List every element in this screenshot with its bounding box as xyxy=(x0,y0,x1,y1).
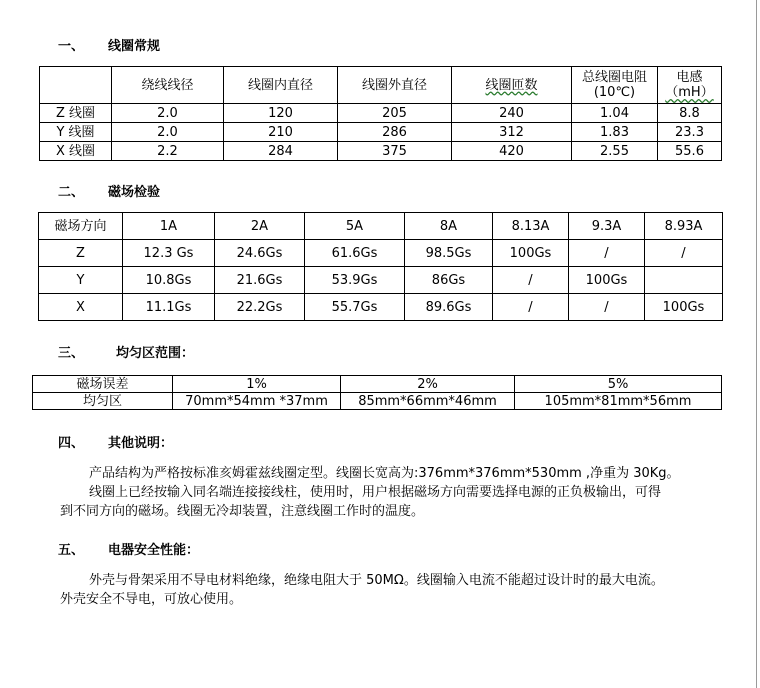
table-cell: 312 xyxy=(452,123,572,142)
table-cell: 61.6Gs xyxy=(305,240,405,267)
table-cell: Z xyxy=(39,240,123,267)
field-table-header xyxy=(39,213,723,240)
notes-line-2: 线圈上已经按输入同名端连接接线柱，使用时，用户根据磁场方向需要选择电源的正负极输出，可得 xyxy=(89,485,662,500)
table-header-cell: 5A xyxy=(305,213,405,240)
table-cell: 105mm*81mm*56mm xyxy=(515,393,722,410)
table-cell: 120 xyxy=(224,104,338,123)
table-cell: 21.6Gs xyxy=(215,267,305,294)
table-cell: / xyxy=(645,240,723,267)
table-cell: 53.9Gs xyxy=(305,267,405,294)
table-cell: 8.8 xyxy=(658,104,722,123)
table-row xyxy=(39,267,723,294)
table-header-cell: 2% xyxy=(341,376,515,393)
page-edge xyxy=(756,0,757,688)
notes-line-1: 产品结构为严格按标准亥姆霍兹线圈定型。线圈长宽高为:376mm*376mm*530mm ,净重为 30Kg。 xyxy=(89,466,680,481)
section-4-number: 四、 xyxy=(58,436,85,451)
table-header-cell: 9.3A xyxy=(569,213,645,240)
section-1-title: 线圈常规 xyxy=(108,39,161,54)
section-3-heading xyxy=(58,342,194,361)
table-cell: 70mm*54mm *37mm xyxy=(173,393,341,410)
coil-header-resistance: 总线圈电阻 (10℃) xyxy=(572,67,658,104)
section-1-heading xyxy=(58,35,160,54)
table-cell: 210 xyxy=(224,123,338,142)
table-header-cell: 5% xyxy=(515,376,722,393)
uniform-table xyxy=(32,375,722,410)
table-cell: 100Gs xyxy=(493,240,569,267)
table-cell: 2.2 xyxy=(112,142,224,161)
section-2-number: 二、 xyxy=(58,185,85,200)
table-cell: / xyxy=(493,267,569,294)
table-row xyxy=(40,104,722,123)
table-cell: 11.1Gs xyxy=(123,294,215,321)
table-header-cell: 磁场方向 xyxy=(39,213,123,240)
safety-line-2: 外壳安全不导电，可放心使用。 xyxy=(60,592,243,607)
table-cell: X xyxy=(39,294,123,321)
table-row xyxy=(40,142,722,161)
table-cell: 205 xyxy=(338,104,452,123)
coil-table xyxy=(39,66,722,161)
table-cell: 55.7Gs xyxy=(305,294,405,321)
table-cell: 286 xyxy=(338,123,452,142)
section-2-title: 磁场检验 xyxy=(108,185,161,200)
table-cell: 2.55 xyxy=(572,142,658,161)
table-cell: / xyxy=(493,294,569,321)
table-cell: / xyxy=(569,240,645,267)
coil-header-inner: 线圈内直径 xyxy=(224,67,338,104)
table-cell: 420 xyxy=(452,142,572,161)
table-header-cell: 磁场误差 xyxy=(33,376,173,393)
table-cell: 1.83 xyxy=(572,123,658,142)
table-cell: Y xyxy=(39,267,123,294)
table-cell: 12.3 Gs xyxy=(123,240,215,267)
table-header-cell: 8.13A xyxy=(493,213,569,240)
coil-table-header xyxy=(40,67,722,104)
table-row xyxy=(39,240,723,267)
table-cell: 86Gs xyxy=(405,267,493,294)
table-row xyxy=(40,123,722,142)
table-cell: 100Gs xyxy=(569,267,645,294)
table-cell: 23.3 xyxy=(658,123,722,142)
section-1-number: 一、 xyxy=(58,39,85,54)
field-table xyxy=(38,212,723,321)
coil-header-inductance: 电感 （mH） xyxy=(658,67,722,104)
table-cell: 2.0 xyxy=(112,104,224,123)
notes-line-3: 到不同方向的磁场。线圈无冷却装置，注意线圈工作时的温度。 xyxy=(60,504,425,519)
table-cell: 100Gs xyxy=(645,294,723,321)
table-cell: 240 xyxy=(452,104,572,123)
table-cell: / xyxy=(569,294,645,321)
table-row xyxy=(39,294,723,321)
table-cell: 55.6 xyxy=(658,142,722,161)
section-3-number: 三、 xyxy=(58,346,85,361)
table-row xyxy=(33,393,722,410)
table-cell: X 线圈 xyxy=(40,142,112,161)
uniform-table-header xyxy=(33,376,722,393)
table-header-cell: 8A xyxy=(405,213,493,240)
coil-header-outer: 线圈外直径 xyxy=(338,67,452,104)
table-cell: 均匀区 xyxy=(33,393,173,410)
table-cell xyxy=(645,267,723,294)
safety-line-1: 外壳与骨架采用不导电材料绝缘，绝缘电阻大于 50MΩ。线圈输入电流不能超过设计时的最大电流。 xyxy=(89,573,664,588)
section-3-title: 均匀区范围： xyxy=(116,346,195,361)
table-cell: 22.2Gs xyxy=(215,294,305,321)
section-5-number: 五、 xyxy=(58,543,85,558)
table-cell: 89.6Gs xyxy=(405,294,493,321)
table-header-cell: 1A xyxy=(123,213,215,240)
table-header-cell: 8.93A xyxy=(645,213,723,240)
table-cell: Y 线圈 xyxy=(40,123,112,142)
table-cell: 98.5Gs xyxy=(405,240,493,267)
section-5-heading xyxy=(58,539,199,558)
table-cell: 284 xyxy=(224,142,338,161)
table-cell: 375 xyxy=(338,142,452,161)
section-4-heading xyxy=(58,432,173,451)
table-cell: 2.0 xyxy=(112,123,224,142)
table-cell: 10.8Gs xyxy=(123,267,215,294)
coil-header-blank xyxy=(40,67,112,104)
section-2-heading xyxy=(58,181,160,200)
table-header-cell: 2A xyxy=(215,213,305,240)
table-cell: 85mm*66mm*46mm xyxy=(341,393,515,410)
table-cell: 24.6Gs xyxy=(215,240,305,267)
table-cell: Z 线圈 xyxy=(40,104,112,123)
table-header-cell: 1% xyxy=(173,376,341,393)
coil-header-wire: 绕线线径 xyxy=(112,67,224,104)
section-4-title: 其他说明： xyxy=(108,436,174,451)
section-5-title: 电器安全性能： xyxy=(108,543,200,558)
table-cell: 1.04 xyxy=(572,104,658,123)
coil-header-turns: 线圈匝数 xyxy=(452,67,572,104)
